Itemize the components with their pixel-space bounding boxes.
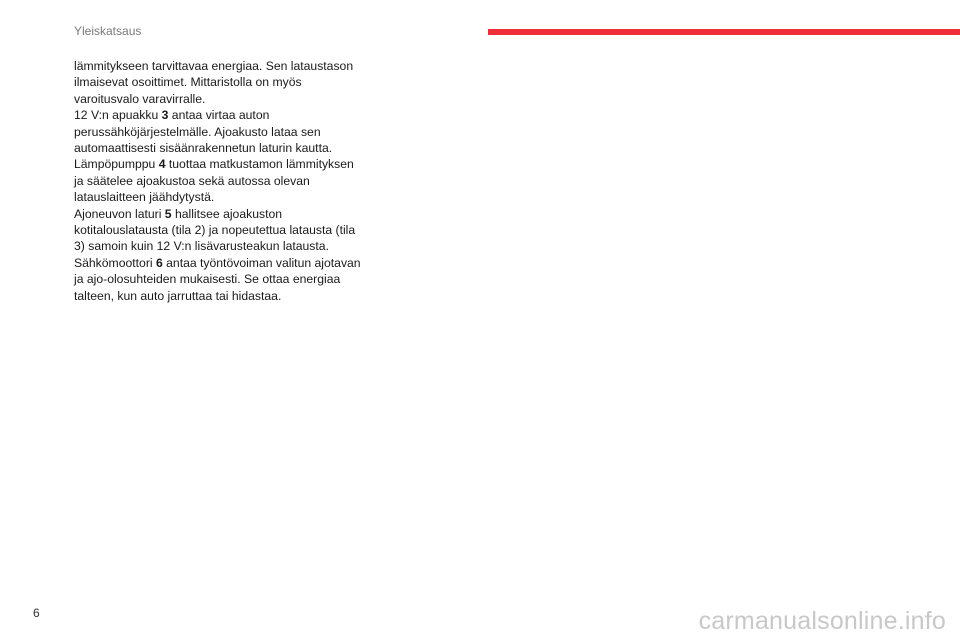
paragraph-1: lämmitykseen tarvittavaa energiaa. Sen lataustason ilmaisevat osoittimet. Mittaristolla on myös varoitusvalo varavirralle.	[74, 59, 354, 106]
page-number: 6	[33, 606, 40, 620]
body-text	[74, 58, 364, 304]
paragraph-5-pre: Sähkömoottori	[74, 255, 156, 270]
paragraph-5	[74, 255, 364, 304]
paragraph-4-post: hallitsee ajoakuston kotitalouslatausta (tila 2) ja nopeutettua latausta (tila 3) samoin kuin 12 V:n lisävarusteakun latausta.	[74, 206, 356, 254]
section-title: Yleiskatsaus	[74, 24, 142, 38]
paragraph-3-pre: Lämpöpumppu	[74, 157, 159, 172]
paragraph-2	[74, 107, 364, 156]
paragraph-3-post: tuottaa matkustamon lämmityksen ja säätelee ajoakustoa sekä autossa olevan latauslaitteen jäähdytystä.	[74, 157, 354, 205]
paragraph-4	[74, 206, 364, 255]
component-number-3: 3	[161, 108, 169, 123]
paragraph-2-post: antaa virtaa auton perussähköjärjestelmälle. Ajoakusto lataa sen automaattisesti sisäänrakennetun laturin kautta.	[74, 108, 333, 156]
component-number-4: 4	[158, 157, 166, 172]
component-number-5: 5	[164, 206, 172, 221]
paragraph-5-post: antaa työntövoiman valitun ajotavan ja ajo-olosuhteiden mukaisesti. Se ottaa energiaa talteen, kun auto jarruttaa tai hidastaa.	[74, 255, 361, 303]
component-number-6: 6	[155, 255, 163, 270]
paragraph-4-pre: Ajoneuvon laturi	[74, 206, 165, 221]
paragraph-3	[74, 156, 364, 205]
header-accent-bar	[488, 29, 960, 35]
paragraph-2-pre: 12 V:n apuakku	[74, 108, 162, 123]
watermark: carmanualsonline.info	[698, 607, 946, 635]
